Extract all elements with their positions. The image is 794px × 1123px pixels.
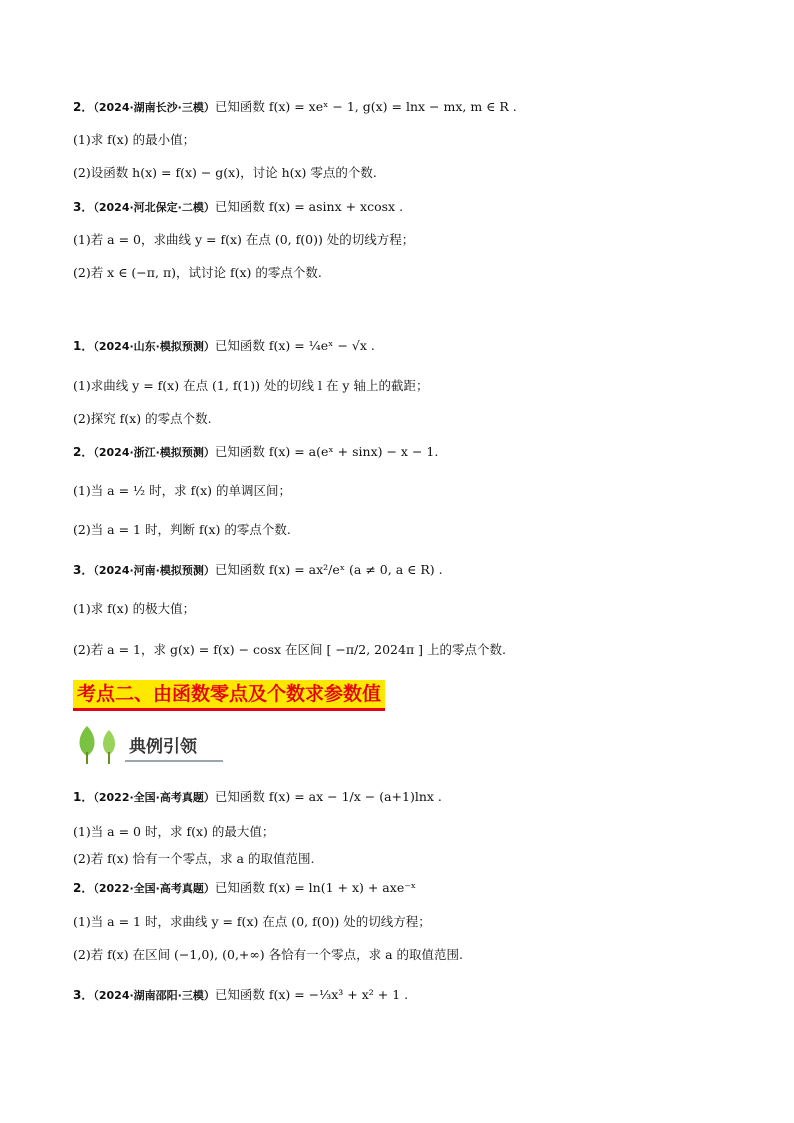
problem-line — [73, 98, 517, 117]
problem-text: 已知函数 f(x) = ¼eˣ − √x . — [214, 338, 375, 353]
problem-line — [73, 561, 443, 580]
problem-text: (2)当 a = 1 时，判断 f(x) 的零点个数. — [73, 522, 291, 537]
problem-line — [73, 443, 438, 462]
problem-source: （2024·湖南长沙·三模） — [93, 101, 215, 114]
subquestion-line — [73, 482, 291, 500]
subquestion-line — [73, 264, 322, 282]
problem-text: 已知函数 f(x) = ln(1 + x) + axe⁻ˣ — [214, 880, 417, 895]
problem-line — [73, 986, 408, 1005]
problem-line — [73, 879, 416, 898]
problem-line — [73, 198, 403, 217]
problem-source: （2024·山东·模拟预测） — [93, 340, 215, 353]
subquestion-line — [73, 377, 428, 395]
subquestion-line — [73, 521, 291, 539]
problem-text: (2)探究 f(x) 的零点个数. — [73, 411, 212, 426]
problem-number: 2． — [73, 100, 94, 114]
problem-text: (1)若 a = 0，求曲线 y = f(x) 在点 (0, f(0)) 处的切线方程； — [73, 232, 415, 247]
problem-number: 1． — [73, 790, 94, 804]
problem-number: 2． — [73, 881, 94, 895]
problem-text: (1)求 f(x) 的最小值； — [73, 132, 196, 147]
problem-source: （2024·河南·模拟预测） — [93, 564, 215, 577]
subquestion-line — [73, 231, 414, 249]
section-heading: 考点二、由函数零点及个数求参数值 — [73, 680, 385, 711]
problem-text: (1)求 f(x) 的极大值； — [73, 601, 196, 616]
problem-number: 3． — [73, 988, 94, 1002]
subquestion-line — [73, 946, 463, 964]
problem-text: (2)若 f(x) 在区间 (−1,0), (0,+∞) 各恰有一个零点，求 a 的取值范围. — [73, 947, 464, 962]
problem-source: （2024·湖南邵阳·三模） — [93, 989, 215, 1002]
problem-source: （2024·河北保定·二模） — [93, 201, 215, 214]
subquestion-line — [73, 913, 431, 931]
problem-text: 已知函数 f(x) = −⅓x³ + x² + 1 . — [214, 987, 409, 1002]
problem-number: 3． — [73, 563, 94, 577]
subquestion-line — [73, 164, 377, 182]
subquestion-line — [73, 600, 195, 618]
banner-underline — [125, 760, 223, 762]
example-banner — [73, 722, 223, 766]
problem-text: 已知函数 f(x) = asinx + xcosx . — [214, 199, 404, 214]
problem-text: (1)求曲线 y = f(x) 在点 (1, f(1)) 处的切线 l 在 y 轴上的截距； — [73, 378, 429, 393]
problem-line — [73, 788, 442, 807]
problem-source: （2022·全国·高考真题） — [93, 882, 215, 895]
subquestion-line — [73, 131, 195, 149]
problem-text: 已知函数 f(x) = ax − 1/x − (a+1)lnx . — [214, 789, 442, 804]
subquestion-line — [73, 641, 506, 659]
problem-text: (2)若 f(x) 恰有一个零点，求 a 的取值范围. — [73, 851, 315, 866]
problem-number: 2． — [73, 445, 94, 459]
subquestion-line — [73, 823, 274, 841]
problem-text: (1)当 a = 0 时，求 f(x) 的最大值； — [73, 824, 275, 839]
problem-line — [73, 337, 375, 356]
banner-title: 典例引领 — [129, 737, 197, 757]
problem-source: （2022·全国·高考真题） — [93, 791, 215, 804]
problem-text: 已知函数 f(x) = a(eˣ + sinx) − x − 1. — [214, 444, 439, 459]
problem-text: (2)若 a = 1，求 g(x) = f(x) − cosx 在区间 [ −π/2, 2024π ] 上的零点个数. — [73, 642, 506, 657]
problem-text: 已知函数 f(x) = xeˣ − 1, g(x) = lnx − mx, m ∈ R . — [214, 99, 517, 114]
problem-number: 1． — [73, 339, 94, 353]
problem-text: (2)设函数 h(x) = f(x) − g(x)，讨论 h(x) 零点的个数. — [73, 165, 377, 180]
subquestion-line — [73, 850, 314, 868]
problem-text: 已知函数 f(x) = ax²/eˣ (a ≠ 0, a ∈ R) . — [214, 562, 443, 577]
problem-number: 3． — [73, 200, 94, 214]
subquestion-line — [73, 410, 212, 428]
problem-text: (1)当 a = 1 时，求曲线 y = f(x) 在点 (0, f(0)) 处的切线方程； — [73, 914, 431, 929]
problem-source: （2024·浙江·模拟预测） — [93, 446, 215, 459]
problem-text: (1)当 a = ½ 时，求 f(x) 的单调区间； — [73, 483, 292, 498]
leaf-icon — [73, 722, 125, 766]
problem-text: (2)若 x ∈ (−π, π)，试讨论 f(x) 的零点个数. — [73, 265, 322, 280]
